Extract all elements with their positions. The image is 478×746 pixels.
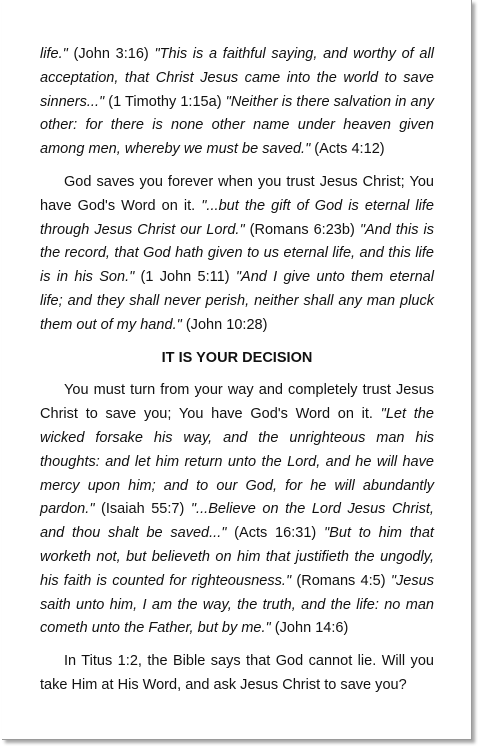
text-run: (Romans 6:23b): [244, 221, 360, 238]
document-page: [2, 0, 472, 740]
page-content: [40, 43, 434, 698]
text-run: God saves you forever when you trust Jesus Christ; You have God's Word on it.: [40, 173, 434, 214]
paragraph-turn-and-trust: [40, 379, 434, 641]
scripture-quote: "Let the wicked forsake his way, and the unrighteous man his thoughts: and let him return unto the Lord, and he will have mercy upon him; and to our God, for he will abundantly pardon.": [40, 406, 434, 518]
text-run: (1 John 5:11): [134, 269, 236, 286]
text-run: (John 14:6): [270, 620, 349, 637]
scripture-quote: "...Believe on the Lord Jesus Christ, and thou shalt be saved...": [40, 501, 434, 542]
scripture-quote: "And this is the record, that God hath given to us eternal life, and this life is in his Son.": [40, 221, 435, 286]
text-run: (1 Timothy 1:15a): [104, 93, 226, 110]
text-run: You must turn from your way and completely trust Jesus Christ to save you; You have God's Word on it.: [40, 382, 434, 423]
scripture-quote: "...but the gift of God is eternal life through Jesus Christ our Lord.": [40, 197, 434, 238]
paragraph-saves-forever: [40, 171, 434, 338]
scripture-quote: "But to him that worketh not, but believeth on him that justifieth the ungodly, his faith is counted for righteousness.": [40, 525, 434, 589]
text-run: (Isaiah 55:7): [94, 501, 191, 518]
paragraph-scripture-continuation: [40, 43, 434, 162]
paragraph-titus-question: [40, 650, 434, 698]
text-run: (John 3:16): [67, 46, 155, 62]
text-run: (John 10:28): [181, 316, 268, 333]
scripture-quote: "And I give unto them eternal life; and they shall never perish, neither shall any man pluck them out of my hand.": [40, 269, 434, 333]
scripture-quote: "Jesus saith unto him, I am the way, the truth, and the life: no man cometh unto the Father, but by me.": [40, 572, 434, 637]
scripture-quote: "This is a faithful saying, and worthy of all acceptation, that Christ Jesus came into the world to save sinners...": [40, 46, 434, 110]
text-run: In Titus 1:2, the Bible says that God cannot lie. Will you take Him at His Word, and ask Jesus Christ to save you?: [40, 653, 434, 693]
text-run: (Romans 4:5): [291, 572, 391, 589]
section-heading: IT IS YOUR DECISION: [161, 349, 313, 366]
text-run: (Acts 16:31): [226, 525, 324, 542]
scripture-quote: "Neither is there salvation in any other: for there is none other name under heaven given among men, whereby we must be saved.": [40, 93, 434, 158]
text-run: (Acts 4:12): [310, 141, 385, 158]
scripture-quote: life.": [40, 46, 68, 62]
